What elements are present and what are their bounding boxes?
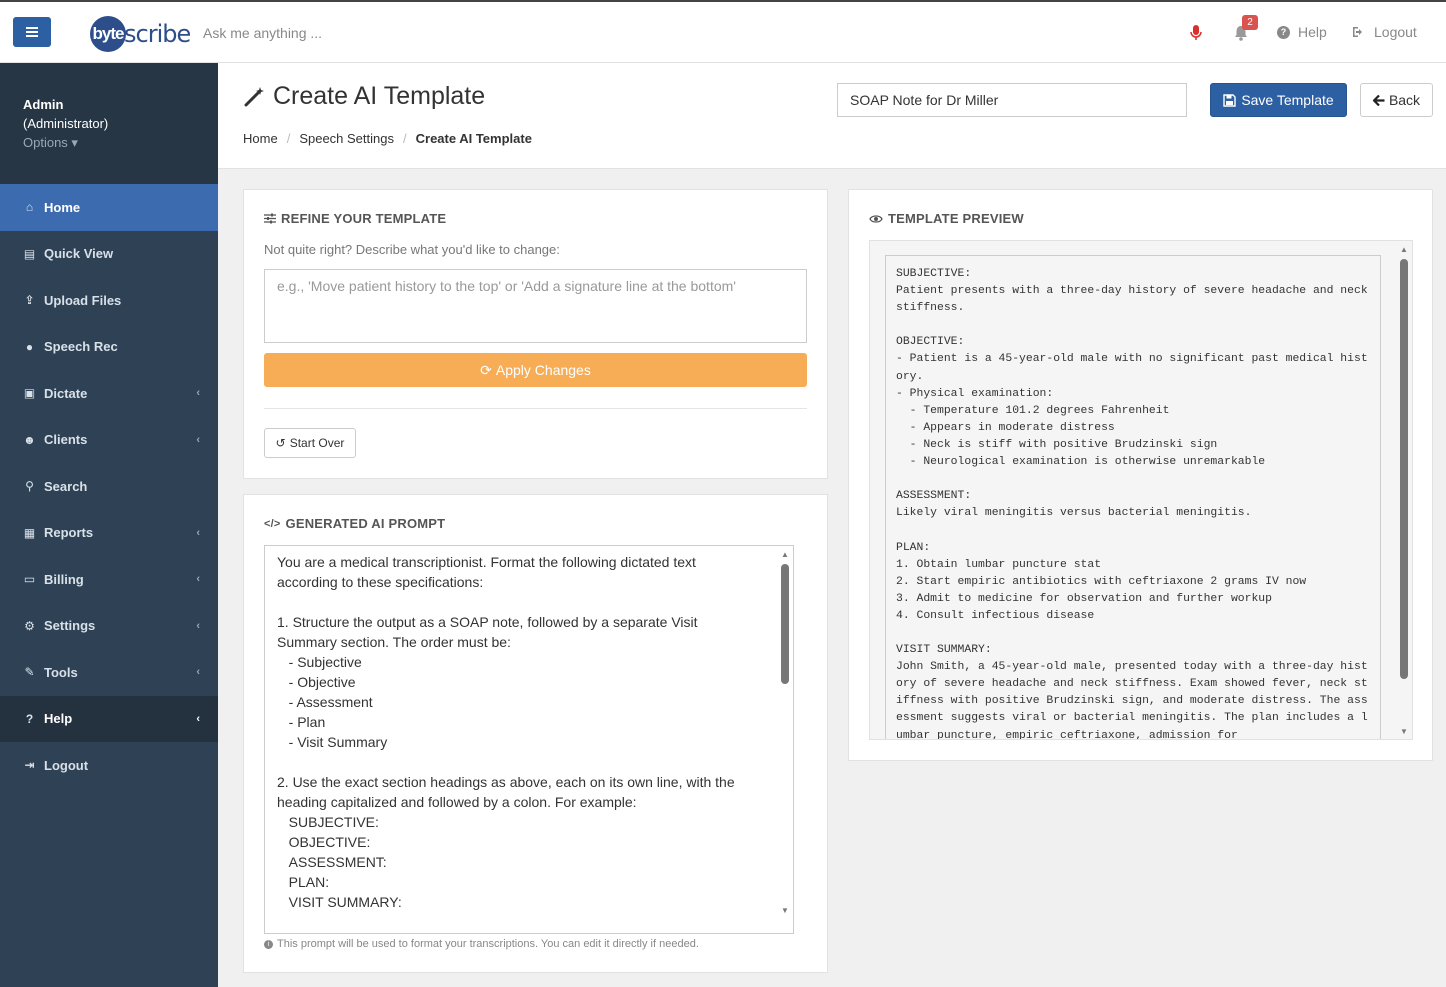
chevron-left-icon: ‹ xyxy=(196,433,200,446)
template-name-input[interactable]: SOAP Note for Dr Miller xyxy=(837,83,1187,117)
menu-toggle-button[interactable] xyxy=(13,17,51,47)
sidebar-item-quick-view[interactable]: ▤ Quick View xyxy=(23,246,114,262)
sliders-icon xyxy=(264,213,276,224)
question-icon: ? xyxy=(1277,26,1290,39)
sidebar xyxy=(0,63,218,987)
reports-icon: ▦ xyxy=(23,525,36,540)
sidebar-item-reports[interactable]: ▦ Reports ‹ xyxy=(23,525,200,541)
prompt-textarea[interactable] xyxy=(264,545,794,934)
chevron-left-icon: ‹ xyxy=(196,666,200,678)
sidebar-item-upload-files[interactable]: ⇪ Upload Files xyxy=(24,292,122,308)
breadcrumb xyxy=(243,131,532,146)
scroll-up-arrow[interactable]: ▲ xyxy=(781,550,789,559)
info-icon: i xyxy=(264,940,273,949)
document-icon: ▣ xyxy=(23,386,36,401)
sidebar-item-home[interactable]: ⌂ Home xyxy=(0,184,218,231)
wrench-icon: ✎ xyxy=(24,665,35,680)
start-over-button[interactable]: ↺ Start Over xyxy=(264,428,356,458)
top-bar xyxy=(0,0,1446,63)
refine-panel xyxy=(243,189,828,479)
save-template-button[interactable]: Save Template xyxy=(1210,83,1347,117)
logo-text: scribe xyxy=(124,20,191,48)
breadcrumb-speech-settings[interactable]: Speech Settings xyxy=(299,131,394,146)
options-dropdown[interactable]: Options ▾ xyxy=(23,135,78,150)
sidebar-item-tools[interactable]: ✎ Tools ‹ xyxy=(24,664,200,680)
logout-icon xyxy=(1352,26,1366,38)
breadcrumb-home[interactable]: Home xyxy=(243,131,278,146)
preview-text: SUBJECTIVE: Patient presents with a three-day history of severe headache and neck stiffness. OBJECTIVE: - Patient is a 45-year-old male with no significant past medical history. - Physical examination: - Temperature 101.2 degrees Fahrenheit - Appears in moderate distress - Neck is stiff with positive Brudzinski sign - Neurological examination is otherwise unremarkable ASSESSMENT: Likely viral meningitis versus bacterial meningitis. PLAN: 1. Obtain lumbar puncture stat 2. Start empiric antibiotics with ceftriaxone 2 grams IV now 3. Admit to medicine for observation and further workup 4. Consult infectious disease VISIT SUMMARY: John Smith, a 45-year-old male, presented today with a three-day history of severe headache and neck stiffness. Exam showed fever, neck stiffness with positive Brudzinski sign, and moderate distress. The assessment suggests viral or bacterial meningitis. The plan includes a lumbar puncture, empiric ceftriaxone, admission for xyxy=(896,268,1368,740)
refine-textarea[interactable]: e.g., 'Move patient history to the top' or 'Add a signature line at the bottom' xyxy=(264,269,807,343)
user-role: (Administrator) xyxy=(23,116,109,131)
home-icon: ⌂ xyxy=(25,200,34,215)
arrow-left-icon xyxy=(1373,95,1385,106)
sidebar-item-speech-rec[interactable]: ● Speech Rec xyxy=(0,324,218,371)
preview-scrollbar[interactable] xyxy=(1400,259,1408,679)
logo-ring: byte xyxy=(90,16,126,52)
money-icon: ▭ xyxy=(23,572,36,587)
file-icon: ▤ xyxy=(23,246,36,261)
sidebar-item-billing[interactable]: ▭ Billing ‹ xyxy=(23,571,200,587)
upload-icon: ⇪ xyxy=(24,293,35,308)
microphone-icon[interactable] xyxy=(1189,24,1203,42)
breadcrumb-current: Create AI Template xyxy=(415,131,532,146)
search-icon: ⚲ xyxy=(25,479,34,494)
code-icon: </> xyxy=(264,517,281,530)
preview-title: TEMPLATE PREVIEW xyxy=(869,211,1024,226)
chevron-left-icon: ‹ xyxy=(196,573,200,585)
refine-title: REFINE YOUR TEMPLATE xyxy=(264,211,446,226)
sidebar-item-logout[interactable]: ⇥ Logout xyxy=(24,757,89,773)
prompt-title: </> GENERATED AI PROMPT xyxy=(264,516,446,531)
users-icon: ☻ xyxy=(23,432,36,447)
chevron-left-icon: ‹ xyxy=(196,619,200,632)
sidebar-item-dictate[interactable]: ▣ Dictate ‹ xyxy=(23,385,200,401)
gear-icon: ⚙ xyxy=(24,618,35,633)
eye-icon xyxy=(869,214,883,224)
refresh-icon: ⟳ xyxy=(480,361,492,378)
page-header xyxy=(218,63,1446,169)
prompt-scrollbar[interactable] xyxy=(781,564,789,684)
refine-hint: Not quite right? Describe what you'd like to change: xyxy=(264,242,560,257)
page-title: Create AI Template xyxy=(243,82,485,111)
chevron-left-icon: ‹ xyxy=(196,526,200,539)
preview-panel xyxy=(848,189,1433,761)
sidebar-item-settings[interactable]: ⚙ Settings ‹ xyxy=(24,618,200,634)
back-button[interactable]: Back xyxy=(1360,83,1433,117)
question-icon: ? xyxy=(25,711,34,726)
sidebar-item-clients[interactable]: ☻ Clients ‹ xyxy=(23,432,200,448)
apply-changes-button[interactable]: ⟳ Apply Changes xyxy=(264,353,807,387)
ask-input[interactable]: Ask me anything ... xyxy=(203,25,323,41)
prompt-text: You are a medical transcriptionist. Format the following dictated text according to these specifications: 1. Structure the output as a SOAP note, followed by a separate Visit Summary section. The order must be: - Subjective - Objective - Assessment - Plan - Visit Summary 2. Use the exact section headings as above, each on its own line, with the heading capitalized and followed by a colon. For example: SUBJECTIVE: OBJECTIVE: ASSESSMENT: PLAN: VISIT SUMMARY: xyxy=(277,554,735,910)
preview-scroll-area[interactable] xyxy=(869,240,1413,740)
logout-link[interactable]: Logout xyxy=(1352,24,1417,40)
user-box xyxy=(0,63,218,184)
divider xyxy=(264,408,807,409)
logo[interactable] xyxy=(90,14,190,54)
microphone-icon: ● xyxy=(25,339,34,354)
help-link[interactable]: ? Help xyxy=(1277,24,1327,40)
chevron-left-icon: ‹ xyxy=(196,712,200,725)
notification-badge: 2 xyxy=(1242,15,1258,30)
scroll-down-arrow[interactable]: ▼ xyxy=(1400,727,1408,736)
breadcrumb-separator: / xyxy=(403,131,407,146)
scroll-up-arrow[interactable]: ▲ xyxy=(1400,245,1408,254)
scroll-down-arrow[interactable]: ▼ xyxy=(781,906,789,915)
sidebar-item-search[interactable]: ⚲ Search xyxy=(0,463,218,510)
undo-icon: ↺ xyxy=(275,436,286,450)
prompt-note: i This prompt will be used to format your transcriptions. You can edit it directly if needed. xyxy=(264,938,699,950)
sidebar-item-help[interactable]: ? Help ‹ xyxy=(0,696,218,743)
breadcrumb-separator: / xyxy=(286,131,291,146)
hamburger-icon xyxy=(26,31,38,33)
floppy-disk-icon xyxy=(1223,94,1236,107)
prompt-panel xyxy=(243,494,828,973)
chevron-left-icon: ‹ xyxy=(196,387,200,399)
magic-wand-icon xyxy=(243,86,265,108)
user-name: Admin xyxy=(23,97,64,112)
logout-icon: ⇥ xyxy=(24,758,35,773)
preview-content xyxy=(885,255,1381,740)
